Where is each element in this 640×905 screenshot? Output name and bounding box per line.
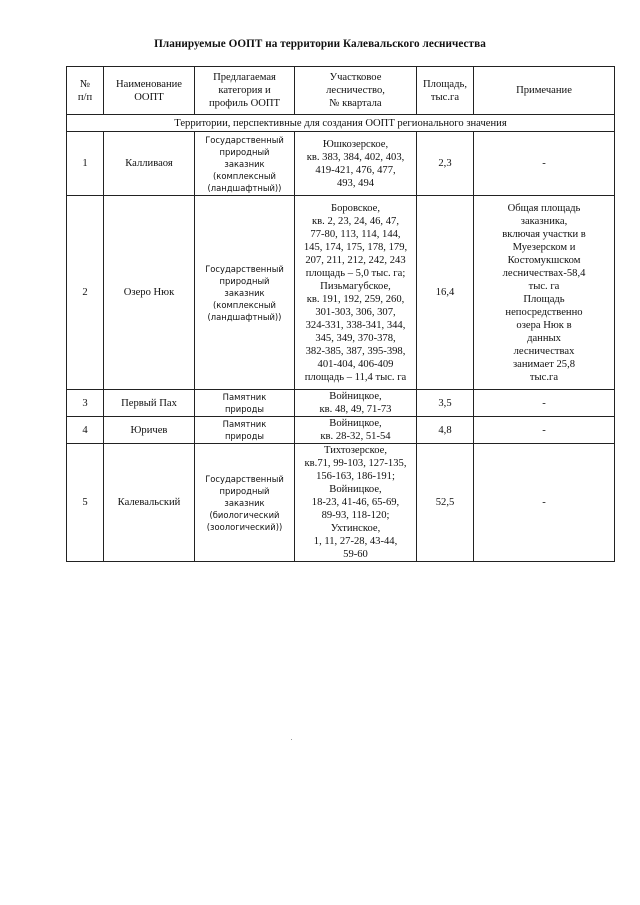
row-area: 3,5 xyxy=(417,390,474,417)
header-area: Площадь, тыс.га xyxy=(417,67,474,115)
oopt-table xyxy=(66,66,615,562)
header-row xyxy=(67,67,615,115)
row-forestry: Юшкозерское, кв. 383, 384, 402, 403, 419-421, 476, 477, 493, 494 xyxy=(295,132,417,196)
row-forestry: Войницкое, кв. 28-32, 51-54 xyxy=(295,417,417,444)
row-num: 4 xyxy=(67,417,104,444)
header-forestry: Участковое лесничество, № квартала xyxy=(295,67,417,115)
row-note: - xyxy=(474,417,615,444)
table-row xyxy=(67,417,615,444)
row-area: 16,4 xyxy=(417,196,474,390)
row-name: Озеро Нюк xyxy=(104,196,195,390)
section-title: Территории, перспективные для создания ООПТ регионального значения xyxy=(67,115,615,132)
row-category: Памятник природы xyxy=(195,417,295,444)
header-num: № п/п xyxy=(67,67,104,115)
document-title: Планируемые ООПТ на территории Калевальского лесничества xyxy=(154,38,486,50)
scan-speck xyxy=(291,739,292,740)
row-name: Первый Пах xyxy=(104,390,195,417)
table-row xyxy=(67,390,615,417)
table-row xyxy=(67,196,615,390)
row-area: 52,5 xyxy=(417,444,474,562)
row-note: - xyxy=(474,390,615,417)
row-note: Общая площадь заказника, включая участки в Муезерском и Костомукшском лесничествах-58,4 тыс. га Площадь непосредственно озера Нюк в данных лесничествах занимает 25,8 тыс.га xyxy=(474,196,615,390)
row-forestry: Боровское, кв. 2, 23, 24, 46, 47, 77-80, 113, 114, 144, 145, 174, 175, 178, 179, 207, 211, 212, 242, 243 площадь – 5,0 тыс. га; Пизьмагубское, кв. 191, 192, 259, 260, 301-303, 306, 307, 324-331, 338-341, 344, 345, 349, 370-378, 382-385, 387, 395-398, 401-404, 406-409 площадь – 11,4 тыс. га xyxy=(295,196,417,390)
row-category: Государственный природный заказник (биологический (зоологический)) xyxy=(195,444,295,562)
row-name: Юричев xyxy=(104,417,195,444)
header-note: Примечание xyxy=(474,67,615,115)
row-category: Памятник природы xyxy=(195,390,295,417)
row-category: Государственный природный заказник (комплексный (ландшафтный)) xyxy=(195,132,295,196)
table-row xyxy=(67,444,615,562)
row-num: 3 xyxy=(67,390,104,417)
row-num: 5 xyxy=(67,444,104,562)
table-row xyxy=(67,132,615,196)
row-num: 2 xyxy=(67,196,104,390)
section-row xyxy=(67,115,615,132)
row-name: Калевальский xyxy=(104,444,195,562)
row-area: 4,8 xyxy=(417,417,474,444)
row-num: 1 xyxy=(67,132,104,196)
header-name: Наименование ООПТ xyxy=(104,67,195,115)
header-category: Предлагаемая категория и профиль ООПТ xyxy=(195,67,295,115)
row-name: Калливаоя xyxy=(104,132,195,196)
row-note: - xyxy=(474,444,615,562)
row-area: 2,3 xyxy=(417,132,474,196)
row-forestry: Войницкое, кв. 48, 49, 71-73 xyxy=(295,390,417,417)
row-note: - xyxy=(474,132,615,196)
row-category: Государственный природный заказник (комплексный (ландшафтный)) xyxy=(195,196,295,390)
row-forestry: Тихтозерское, кв.71, 99-103, 127-135, 156-163, 186-191; Войницкое, 18-23, 41-46, 65-69, 89-93, 118-120; Ухтинское, 1, 11, 27-28, 43-44, 59-60 xyxy=(295,444,417,562)
